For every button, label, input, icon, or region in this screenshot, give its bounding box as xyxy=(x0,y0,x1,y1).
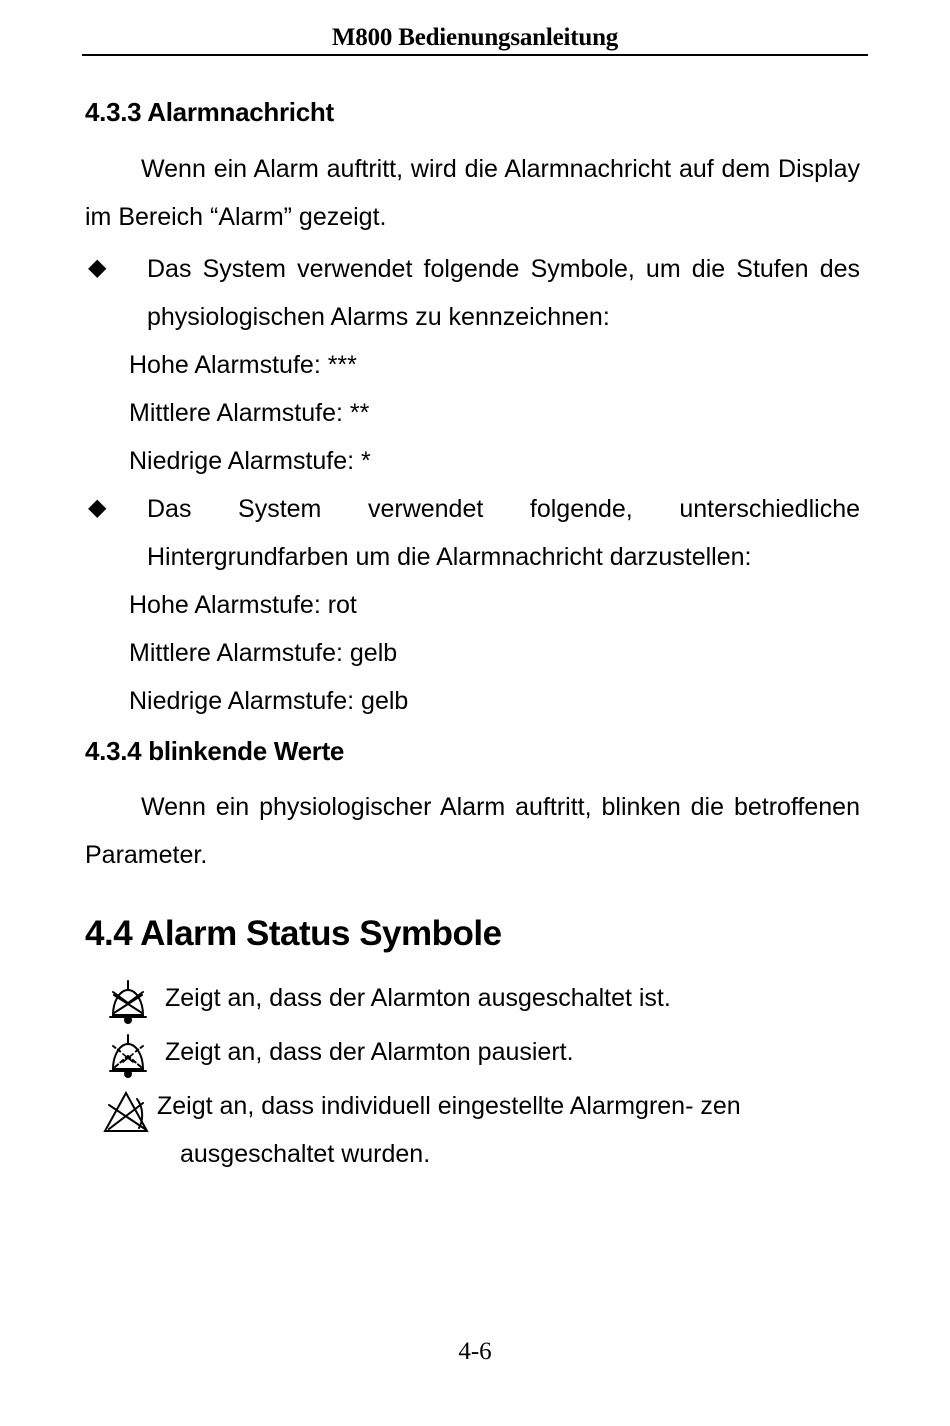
alarm-level-low-symbol: Niedrige Alarmstufe: * xyxy=(129,446,371,475)
header-divider xyxy=(82,54,868,56)
symbol-row-alarm-sound-off xyxy=(85,975,860,1027)
page-number: 4-6 xyxy=(458,1338,492,1365)
diamond-bullet-icon: ◆ xyxy=(88,493,107,521)
alarm-level-low-color: Niedrige Alarmstufe: gelb xyxy=(129,686,409,715)
bullet-item-hintergrundfarben xyxy=(85,485,860,581)
page-footer xyxy=(0,1338,950,1366)
bell-crossed-icon xyxy=(101,977,155,1027)
heading-4-4: 4.4 Alarm Status Symbole xyxy=(85,914,502,953)
bullet-item-hintergrundfarben-text: Das System verwendet folgende, unterschiedliche Hintergrundfarben um die Alarmnachricht darzustellen: xyxy=(147,494,860,571)
paragraph-blinkende-werte: Wenn ein physiologischer Alarm auftritt, blinken die betroffenen Parameter. xyxy=(85,793,860,869)
paragraph-alarmnachricht-intro: Wenn ein Alarm auftritt, wird die Alarmnachricht auf dem Display im Bereich “Alarm” gezeigt. xyxy=(85,154,860,231)
alarm-status-symbol-list xyxy=(85,975,860,1178)
symbol-row-alarm-limits-off xyxy=(85,1083,860,1178)
bullet-item-symbole-text: Das System verwendet folgende Symbole, um die Stufen des physiologischen Alarms zu kennzeichnen: xyxy=(147,254,860,331)
running-header xyxy=(0,0,950,52)
triangle-crossed-icon xyxy=(99,1087,153,1137)
symbol-text-alarm-limits-off-cont: ausgeschaltet wurden. xyxy=(180,1139,431,1168)
alarm-level-high-color: Hohe Alarmstufe: rot xyxy=(129,590,357,619)
symbol-text-alarm-sound-paused: Zeigt an, dass der Alarmton pausiert. xyxy=(165,1038,574,1066)
alarm-level-medium-color: Mittlere Alarmstufe: gelb xyxy=(129,638,398,667)
heading-4-3-4: 4.3.4 blinkende Werte xyxy=(85,735,345,766)
symbol-row-alarm-sound-paused xyxy=(85,1029,860,1081)
alarm-level-medium-symbol: Mittlere Alarmstufe: ** xyxy=(129,398,370,427)
diamond-bullet-icon: ◆ xyxy=(88,253,107,281)
heading-4-3-3: 4.3.3 Alarmnachricht xyxy=(85,97,334,127)
symbol-text-alarm-limits-off: Zeigt an, dass individuell eingestellte Alarmgren- zen xyxy=(157,1092,741,1120)
symbol-text-alarm-sound-off: Zeigt an, dass der Alarmton ausgeschaltet ist. xyxy=(165,984,671,1012)
bullet-item-symbole xyxy=(85,245,860,341)
bell-paused-icon xyxy=(101,1031,155,1081)
alarm-level-high-symbol: Hohe Alarmstufe: *** xyxy=(129,350,357,379)
page-content xyxy=(85,96,860,1180)
running-header-title: M800 Bedienungsanleitung xyxy=(331,24,619,51)
